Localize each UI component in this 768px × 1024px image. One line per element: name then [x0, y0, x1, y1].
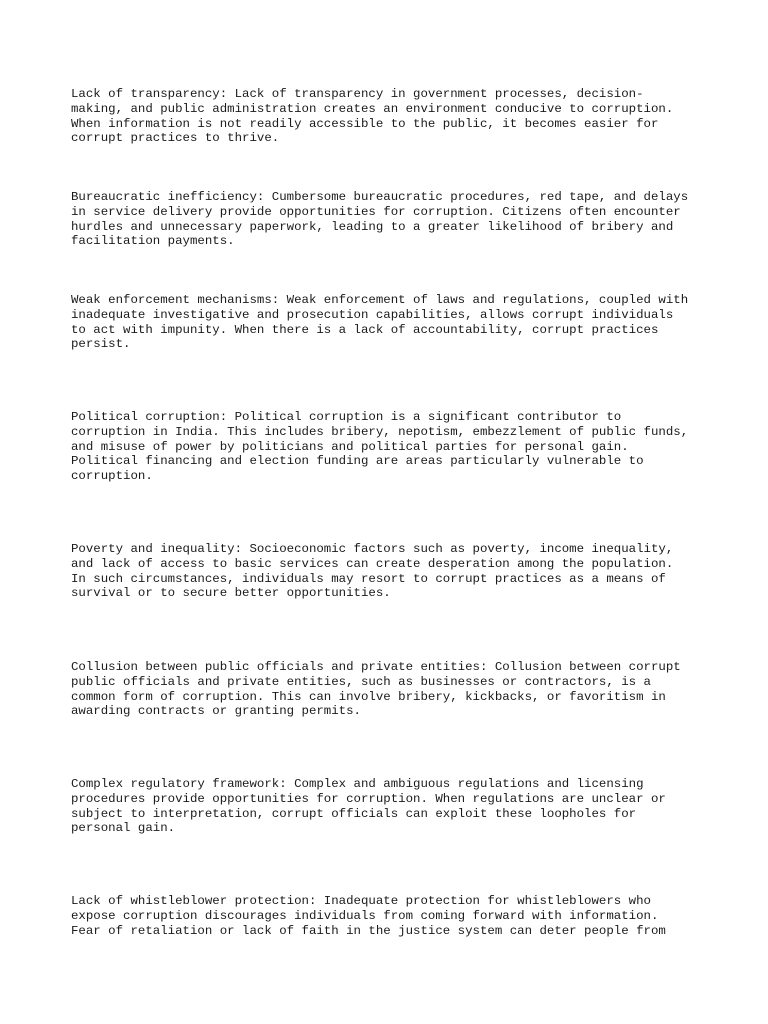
paragraph-whistleblower-protection [71, 894, 711, 938]
paragraph-line: to act with impunity. When there is a lack of accountability, corrupt practices [71, 322, 659, 337]
paragraph-political-corruption [71, 410, 711, 484]
paragraph-line: subject to interpretation, corrupt officials can exploit these loopholes for [71, 806, 637, 821]
paragraph-line: inadequate investigative and prosecution capabilities, allows corrupt individuals [71, 307, 674, 322]
paragraph-line: hurdles and unnecessary paperwork, leading to a greater likelihood of bribery and [71, 219, 674, 234]
paragraph-line: common form of corruption. This can involve bribery, kickbacks, or favoritism in [71, 689, 666, 704]
paragraph-line: When information is not readily accessible to the public, it becomes easier for [71, 116, 659, 131]
paragraph-line: In such circumstances, individuals may resort to corrupt practices as a means of [71, 571, 666, 586]
paragraph-line: survival or to secure better opportunities. [71, 586, 391, 601]
paragraph-line: Lack of whistleblower protection: Inadequate protection for whistleblowers who [71, 894, 651, 908]
paragraph-bureaucratic-inefficiency [71, 190, 711, 249]
paragraph-complex-regulatory-framework [71, 777, 711, 836]
paragraph-line: corruption in India. This includes bribery, nepotism, embezzlement of public funds, [71, 424, 689, 439]
paragraph-line: corruption. [71, 469, 153, 484]
paragraph-collusion [71, 660, 711, 719]
paragraph-line: and misuse of power by politicians and political parties for personal gain. [71, 439, 629, 454]
paragraph-line: Weak enforcement mechanisms: Weak enforcement of laws and regulations, coupled with [71, 293, 689, 307]
paragraph-line: Lack of transparency: Lack of transparency in government processes, decision- [71, 87, 644, 101]
paragraph-poverty-and-inequality [71, 542, 711, 601]
paragraph-line: making, and public administration creates an environment conducive to corruption. [71, 101, 674, 116]
paragraph-weak-enforcement [71, 293, 711, 352]
paragraph-line: and lack of access to basic services can create desperation among the population. [71, 556, 674, 571]
paragraph-line: Complex regulatory framework: Complex and ambiguous regulations and licensing [71, 777, 644, 791]
paragraph-line: personal gain. [71, 821, 176, 836]
paragraph-line: public officials and private entities, such as businesses or contractors, is a [71, 674, 651, 689]
paragraph-line: facilitation payments. [71, 234, 235, 249]
paragraph-lack-of-transparency [71, 87, 711, 146]
paragraph-line: expose corruption discourages individuals from coming forward with information. [71, 908, 659, 923]
paragraph-line: in service delivery provide opportunities for corruption. Citizens often encounter [71, 204, 681, 219]
paragraph-line: Bureaucratic inefficiency: Cumbersome bureaucratic procedures, red tape, and delays [71, 190, 689, 204]
paragraph-line: persist. [71, 337, 131, 352]
paragraph-line: Political corruption: Political corruption is a significant contributor to [71, 410, 622, 424]
paragraph-line: Political financing and election funding are areas particularly vulnerable to [71, 454, 644, 469]
paragraph-line: Collusion between public officials and private entities: Collusion between corrupt [71, 660, 681, 674]
paragraph-line: Fear of retaliation or lack of faith in the justice system can deter people from [71, 923, 666, 938]
paragraph-line: Poverty and inequality: Socioeconomic factors such as poverty, income inequality, [71, 542, 674, 556]
paragraph-line: procedures provide opportunities for corruption. When regulations are unclear or [71, 791, 666, 806]
paragraph-line: awarding contracts or granting permits. [71, 704, 361, 719]
paragraph-line: corrupt practices to thrive. [71, 131, 280, 146]
